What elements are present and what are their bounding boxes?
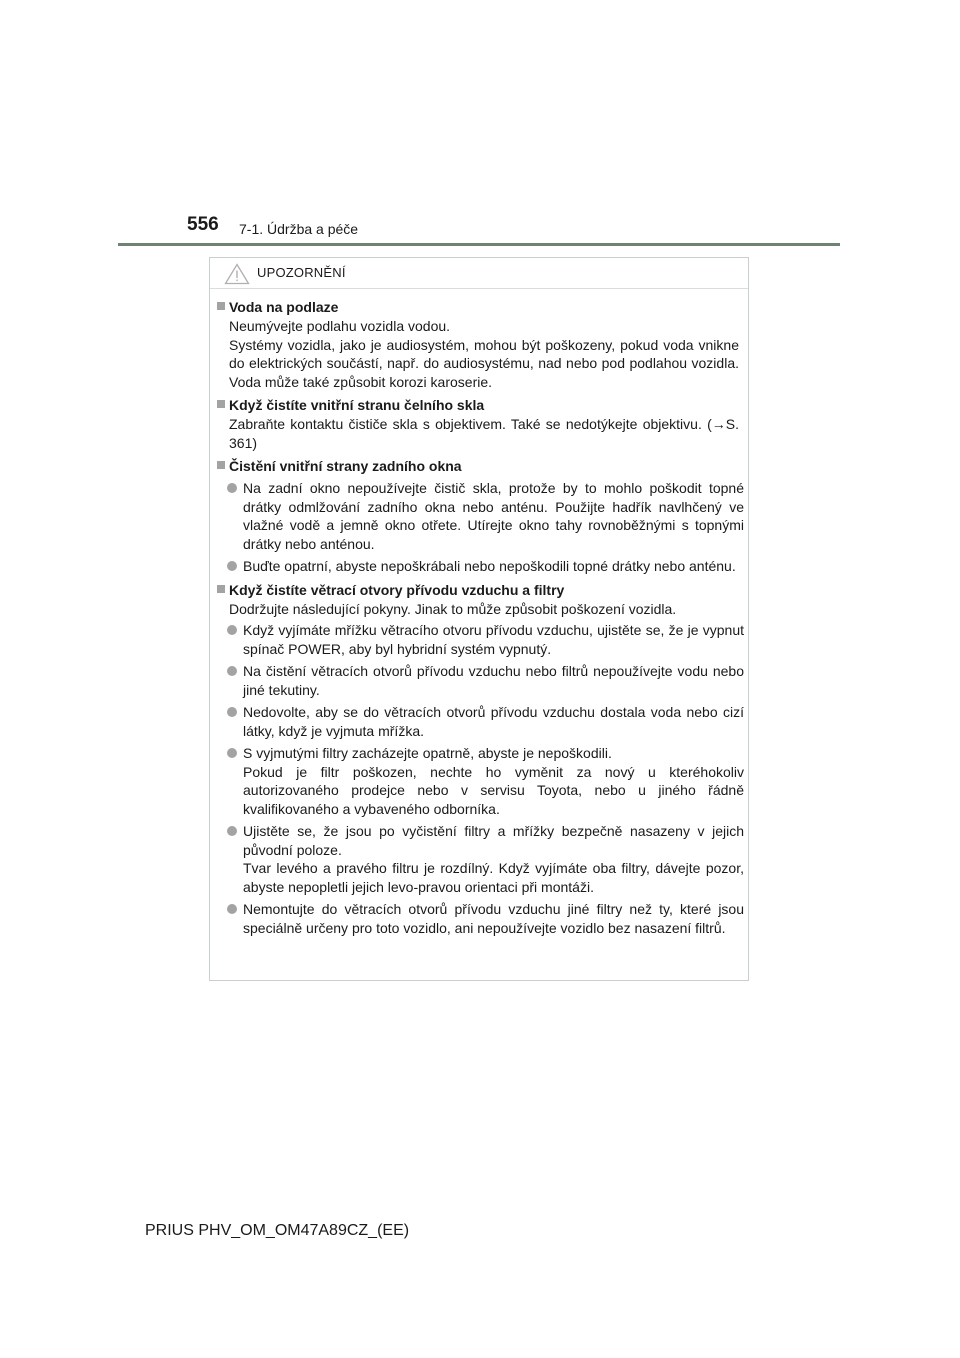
circle-bullet-icon (227, 561, 237, 571)
warning-box (209, 257, 749, 981)
page-header (187, 214, 887, 242)
circle-bullet-icon (227, 707, 237, 717)
paragraph: Dodržujte následující pokyny. Jinak to může způsobit poškození vozidla. (229, 600, 677, 617)
warning-content (210, 298, 750, 942)
bullet-item: S vyjmutými filtry zacházejte opatrně, abyste je nepoškodili. Pokud je filtr poškozen, nechte ho vyměnit za nový u kteréhokoliv autorizovaného prodejce nebo v servisu Toyota, nebo u jiného řádně kvalifikovaného a vybaveného odborníka. (210, 744, 750, 818)
square-bullet-icon (217, 461, 225, 469)
paragraph: Systémy vozidla, jako je audiosystém, mohou být poškozeny, pokud voda vnikne do elektrických součástí, např. do audiosystému, nad nebo pod podlahou vozidla. Voda může také způsobit korozi karoserie. (229, 336, 739, 390)
section-windshield (210, 396, 750, 452)
circle-bullet-icon (227, 483, 237, 493)
warning-label: UPOZORNĚNÍ (257, 265, 346, 280)
section-air-vents (210, 581, 750, 938)
circle-bullet-icon (227, 625, 237, 635)
section-rear-window (210, 457, 750, 576)
bullet-item: Na čistění větracích otvorů přívodu vzduchu nebo filtrů nepoužívejte vodu nebo jiné tekutiny. (210, 662, 750, 699)
square-bullet-icon (217, 302, 225, 310)
section-heading: Když čistíte větrací otvory přívodu vzduchu a filtry (210, 581, 750, 600)
square-bullet-icon (217, 400, 225, 408)
square-bullet-icon (217, 585, 225, 593)
circle-bullet-icon (227, 666, 237, 676)
circle-bullet-icon (227, 826, 237, 836)
bullet-item: Buďte opatrní, abyste nepoškrábali nebo nepoškodili topné drátky nebo anténu. (210, 557, 750, 576)
bullet-item: Nedovolte, aby se do větracích otvorů přívodu vzduchu dostala voda nebo cizí látky, když je vyjmuta mřížka. (210, 703, 750, 740)
paragraph: Neumývejte podlahu vozidla vodou. (229, 318, 451, 334)
warning-triangle-icon (224, 263, 250, 285)
bullet-item: Když vyjímáte mřížku větracího otvoru přívodu vzduchu, ujistěte se, že je vypnut spínač POWER, aby byl hybridní systém vypnutý. (210, 621, 750, 658)
section-floor-water (210, 298, 750, 391)
page-number: 556 (187, 214, 219, 235)
circle-bullet-icon (227, 748, 237, 758)
circle-bullet-icon (227, 904, 237, 914)
section-heading: Čistění vnitřní strany zadního okna (210, 457, 750, 476)
section-heading: Když čistíte vnitřní stranu čelního skla (210, 396, 750, 415)
header-rule (118, 243, 840, 246)
section-title: 7-1. Údržba a péče (239, 221, 359, 237)
warning-header (210, 258, 748, 289)
section-heading: Voda na podlaze (210, 298, 750, 317)
bullet-item: Na zadní okno nepoužívejte čistič skla, protože by to mohlo poškodit topné drátky odmlžování zadního okna nebo anténu. Použijte hadřík navlhčený ve vlažné vodě a jemně okno otřete. Utírejte okno tahy rovnoběžnými s topnými drátky nebo anténou. (210, 479, 750, 553)
paragraph: Zabraňte kontaktu čističe skla s objektivem. Také se nedotýkejte objektivu. (→S. 361) (229, 416, 739, 451)
bullet-item: Nemontujte do větracích otvorů přívodu vzduchu jiné filtry než ty, které jsou speciálně určeny pro toto vozidlo, ani nepoužívejte vozidlo bez nasazení filtrů. (210, 900, 750, 937)
bullet-item: Ujistěte se, že jsou po vyčistění filtry a mřížky bezpečně nasazeny v jejich původní poloze. Tvar levého a pravého filtru je rozdílný. Když vyjímáte oba filtry, dávejte pozor, abyste nepopletli jejich levo-pravou orientaci při montáži. (210, 822, 750, 896)
document-code: PRIUS PHV_OM_OM47A89CZ_(EE) (145, 1222, 410, 1239)
